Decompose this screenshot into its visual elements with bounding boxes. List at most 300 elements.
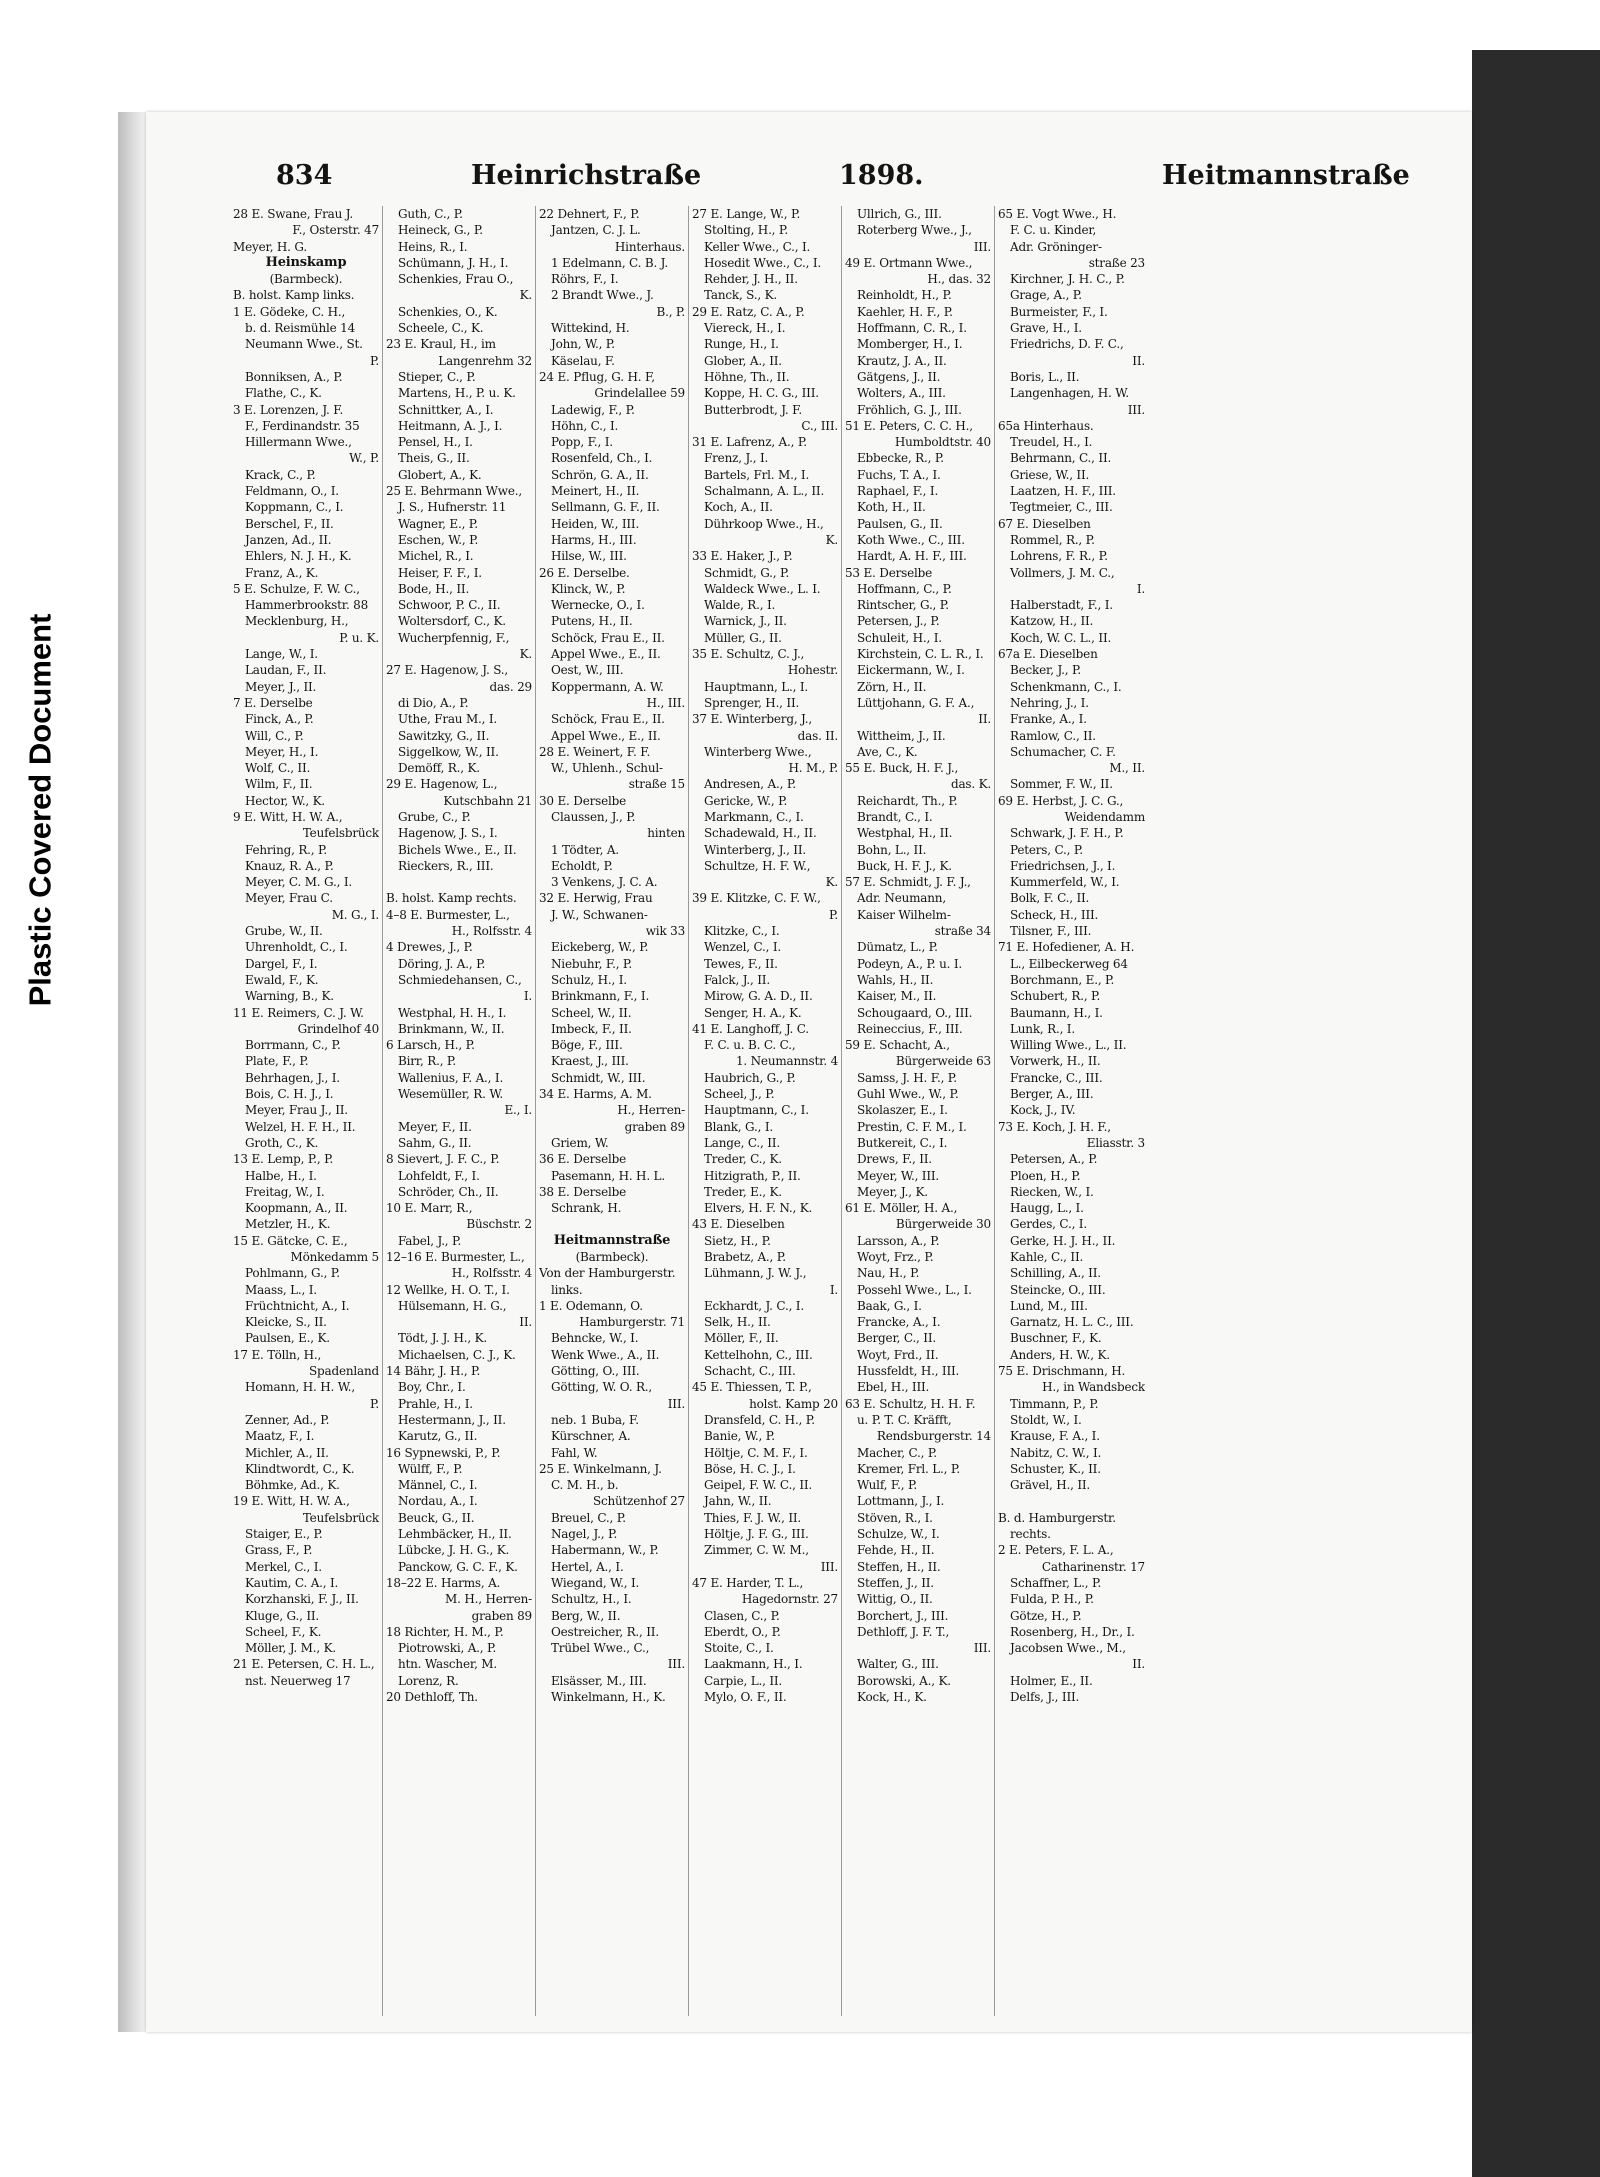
- directory-entry: Guhl Wwe., W., P.: [857, 1087, 959, 1102]
- directory-entry: Winkelmann, H., K.: [551, 1690, 666, 1705]
- directory-entry: Wallenius, F. A., I.: [398, 1070, 504, 1085]
- directory-entry: Bürgerweide 63: [895, 1054, 991, 1069]
- directory-entry: Kummerfeld, W., I.: [1010, 875, 1120, 890]
- directory-entry: 11 E. Reimers, C. J. W.: [233, 1005, 364, 1020]
- directory-entry: 6 Larsch, H., P.: [386, 1038, 475, 1053]
- directory-entry: Griese, W., II.: [1010, 467, 1090, 482]
- directory-entry: Beuck, G., II.: [398, 1510, 475, 1525]
- directory-entry: P.: [369, 353, 379, 368]
- directory-entry: Franke, A., I.: [1010, 712, 1087, 727]
- directory-entry: H., Rolfsstr. 4: [451, 1266, 532, 1281]
- directory-entry: Borchert, J., III.: [857, 1608, 949, 1623]
- directory-entry: Eickermann, W., I.: [857, 663, 965, 678]
- directory-entry: straße 15: [628, 777, 685, 792]
- directory-entry: Hertel, A., I.: [551, 1559, 624, 1574]
- directory-entry: Claussen, J., P.: [551, 809, 636, 824]
- directory-entry: das. 29: [489, 679, 532, 694]
- directory-entry: Kock, H., K.: [857, 1690, 927, 1705]
- directory-entry: Blank, G., I.: [704, 1119, 773, 1134]
- directory-entry: Schougaard, O., III.: [857, 1005, 973, 1020]
- directory-entry: Elsässer, M., III.: [551, 1673, 647, 1688]
- directory-entry: Hammerbrookstr. 88: [245, 598, 369, 613]
- directory-entry: straße 34: [934, 924, 991, 939]
- directory-entry: Anders, H. W., K.: [1010, 1347, 1110, 1362]
- directory-entry: Schulz, H., I.: [551, 972, 627, 987]
- directory-entry: J. S., Hufnerstr. 11: [398, 500, 507, 515]
- directory-entry: Grube, W., II.: [245, 924, 323, 939]
- directory-entry: Meyer, C. M. G., I.: [245, 875, 352, 890]
- directory-entry: Grage, A., P.: [1010, 288, 1082, 303]
- directory-entry: 38 E. Derselbe: [539, 1184, 627, 1199]
- directory-entry: Sietz, H., P.: [704, 1233, 771, 1248]
- directory-entry: 55 E. Buck, H. F. J.,: [845, 761, 959, 776]
- directory-entry: Popp, F., I.: [551, 435, 613, 450]
- directory-entry: I.: [829, 1282, 838, 1297]
- directory-entry: Burmeister, F., I.: [1010, 304, 1108, 319]
- directory-entry: Von der Hamburgerstr.: [539, 1266, 676, 1281]
- directory-entry: di Dio, A., P.: [398, 695, 469, 710]
- directory-entry: Hilse, W., III.: [551, 549, 627, 564]
- directory-entry: Adr. Neumann,: [857, 891, 946, 906]
- directory-entry: 51 E. Peters, C. C. H.,: [845, 418, 973, 433]
- directory-entry: Vollmers, J. M. C.,: [1010, 565, 1115, 580]
- directory-entry: Tödt, J. J. H., K.: [398, 1331, 488, 1346]
- directory-entry: Teufelsbrück: [302, 826, 379, 841]
- directory-entry: Siggelkow, W., II.: [398, 744, 499, 759]
- directory-entry: Imbeck, F., II.: [551, 1021, 632, 1036]
- directory-entry: Pasemann, H. H. L.: [551, 1168, 665, 1183]
- directory-entry: Baak, G., I.: [857, 1298, 922, 1313]
- directory-entry: Meyer, Frau C.: [245, 891, 333, 906]
- directory-entry: Neumann Wwe., St.: [245, 337, 363, 352]
- directory-entry: 22 Dehnert, F., P.: [539, 207, 640, 221]
- directory-entry: Humboldtstr. 40: [894, 435, 991, 450]
- directory-entry: Momberger, H., I.: [857, 337, 963, 352]
- directory-entry: Schwark, J. F. H., P.: [1010, 826, 1124, 841]
- directory-entry: Holmer, E., II.: [1010, 1673, 1093, 1688]
- directory-entry: 25 E. Winkelmann, J.: [539, 1461, 662, 1476]
- directory-entry: 4–8 E. Burmester, L.,: [386, 907, 510, 922]
- directory-entry: F., Ferdinandstr. 35: [245, 418, 360, 433]
- directory-entry: Ladewig, F., P.: [551, 402, 635, 417]
- directory-entry: Scheele, C., K.: [398, 321, 484, 336]
- directory-entry: Will, C., P.: [245, 728, 304, 743]
- directory-entry: Lund, M., III.: [1010, 1298, 1088, 1313]
- directory-entry: Martens, H., P. u. K.: [398, 386, 516, 401]
- directory-entry: graben 89: [471, 1608, 532, 1623]
- directory-entry: Paulsen, G., II.: [857, 516, 943, 531]
- directory-entry: Käselau, F.: [551, 353, 615, 368]
- directory-entry: Lohfeldt, F., I.: [398, 1168, 480, 1183]
- directory-entry: Schmidt, G., P.: [704, 565, 790, 580]
- directory-entry: Treder, E., K.: [704, 1184, 782, 1199]
- directory-entry: Scheel, W., II.: [551, 1005, 632, 1020]
- directory-entry: Peters, C., P.: [1010, 842, 1083, 857]
- directory-entry: Scheck, H., III.: [1010, 907, 1099, 922]
- directory-entry: Wernecke, O., I.: [551, 598, 645, 613]
- directory-entry: Rosenberg, H., Dr., I.: [1010, 1624, 1135, 1639]
- directory-entry: Macher, C., P.: [857, 1445, 937, 1460]
- directory-entry: Westphal, H. H., I.: [398, 1005, 507, 1020]
- directory-entry: Hoffmann, C. R., I.: [857, 321, 967, 336]
- directory-entry: Dransfeld, C. H., P.: [704, 1412, 815, 1427]
- directory-entry: Laakmann, H., I.: [704, 1657, 803, 1672]
- directory-entry: Reichardt, Th., P.: [857, 793, 958, 808]
- directory-entry: Bolk, F. C., II.: [1010, 891, 1090, 906]
- directory-entry: Schalmann, A. L., II.: [704, 484, 825, 499]
- directory-entry: 71 E. Hofediener, A. H.: [998, 940, 1135, 955]
- directory-entry: Schrön, G. A., II.: [551, 467, 649, 482]
- directory-entry: Borowski, A., K.: [857, 1673, 951, 1688]
- directory-entry: Schwoor, P. C., II.: [398, 598, 501, 613]
- directory-entry: M. H., Herren-: [445, 1592, 532, 1607]
- directory-entry: Meyer, H., I.: [245, 744, 319, 759]
- directory-entry: Behrhagen, J., I.: [245, 1070, 340, 1085]
- directory-entry: Possehl Wwe., L., I.: [857, 1282, 972, 1297]
- directory-entry: Fahl, W.: [551, 1445, 598, 1460]
- directory-entry: Kluge, G., II.: [245, 1608, 320, 1623]
- directory-entry: Buschner, F., K.: [1010, 1331, 1102, 1346]
- directory-entry: Kahle, C., II.: [1010, 1250, 1084, 1264]
- directory-entry: 75 E. Drischmann, H.: [998, 1364, 1126, 1379]
- directory-entry: 49 E. Ortmann Wwe.,: [845, 255, 973, 270]
- directory-entry: III.: [973, 1641, 991, 1656]
- directory-entry: Höltje, J. F. G., III.: [704, 1527, 809, 1542]
- directory-entry: II.: [1132, 1657, 1145, 1672]
- directory-entry: Delfs, J., III.: [1010, 1690, 1080, 1705]
- directory-entry: Treudel, H., I.: [1010, 435, 1093, 450]
- directory-entry: 18 Richter, H. M., P.: [386, 1624, 504, 1639]
- directory-entry: 12 Wellke, H. O. T., I.: [386, 1282, 510, 1297]
- directory-entry: nst. Neuerweg 17: [245, 1673, 351, 1688]
- directory-entry: Wittheim, J., II.: [857, 728, 946, 743]
- directory-entry: Hussfeldt, H., III.: [857, 1364, 960, 1379]
- directory-entry: 35 E. Schultz, C. J.,: [692, 647, 805, 662]
- directory-entry: Spadenland: [309, 1364, 379, 1379]
- directory-entry: 1. Neumannstr. 4: [735, 1054, 838, 1069]
- directory-entry: 17 E. Tölln, H.,: [233, 1347, 322, 1362]
- directory-entry: Viereck, H., I.: [704, 321, 786, 336]
- directory-entry: 24 E. Pflug, G. H. F,: [539, 369, 655, 384]
- directory-entry: 15 E. Gätcke, C. E.,: [233, 1233, 348, 1248]
- directory-entry: Hagenow, J. S., I.: [398, 826, 498, 841]
- directory-entry: Höhne, Th., II.: [704, 369, 790, 384]
- directory-entry: Prestin, C. F. M., I.: [857, 1119, 967, 1134]
- directory-entry: 4 Drewes, J., P.: [386, 940, 473, 955]
- directory-entry: Böse, H. C. J., I.: [704, 1461, 796, 1476]
- directory-entry: Götze, H., P.: [1010, 1608, 1082, 1623]
- directory-entry: P. u. K.: [339, 630, 379, 645]
- directory-entry: Rosenfeld, Ch., I.: [551, 451, 653, 466]
- directory-entry: Podeyn, A., P. u. I.: [857, 956, 963, 971]
- directory-entry: 30 E. Derselbe: [539, 793, 627, 808]
- directory-entry: Dargel, F., I.: [245, 956, 318, 971]
- directory-entry: Bode, H., II.: [398, 581, 470, 596]
- directory-entry: Gericke, W., P.: [704, 793, 788, 808]
- directory-entry: Koch, A., II.: [704, 500, 773, 515]
- directory-entry: III.: [667, 1396, 685, 1411]
- directory-entry: Ehlers, N. J. H., K.: [245, 549, 352, 564]
- directory-entry: Freitag, W., I.: [245, 1184, 325, 1199]
- directory-entry: 9 E. Witt, H. W. A.,: [233, 809, 343, 824]
- directory-entry: Wolters, A., III.: [857, 386, 946, 401]
- directory-entry: Tewes, F., II.: [704, 956, 778, 971]
- directory-entry: Jacobsen Wwe., M.,: [1010, 1641, 1126, 1656]
- directory-entry: B. holst. Kamp links.: [233, 288, 355, 303]
- directory-entry: Buck, H. F. J., K.: [857, 858, 952, 873]
- directory-entry: 28 E. Weinert, F. F.: [539, 744, 651, 759]
- directory-entry: Böge, F., III.: [551, 1038, 623, 1053]
- directory-entry: III.: [820, 1559, 838, 1574]
- directory-entry: b. d. Reismühle 14: [245, 321, 356, 336]
- directory-entry: Hector, W., K.: [245, 793, 326, 808]
- directory-entry: 65 E. Vogt Wwe., H.: [998, 207, 1117, 221]
- directory-entry: Eickeberg, W., P.: [551, 940, 649, 955]
- directory-entry: Franz, A., K.: [245, 565, 319, 580]
- directory-entry: Koch, W. C. L., II.: [1010, 630, 1112, 645]
- directory-entry: Schenkmann, C., I.: [1010, 679, 1122, 694]
- directory-entry: Sommer, F. W., II.: [1010, 777, 1113, 792]
- street-heading: Heitmannstraße: [553, 1232, 671, 1248]
- directory-entry: H., Rolfsstr. 4: [451, 924, 532, 939]
- directory-entry: Klitzke, C., I.: [704, 924, 780, 939]
- directory-entry: Klinck, W., P.: [551, 581, 626, 596]
- directory-entry: 23 E. Kraul, H., im: [386, 337, 496, 352]
- directory-entry: Habermann, W., P.: [551, 1543, 659, 1558]
- directory-entry: 29 E. Hagenow, L.,: [386, 777, 498, 792]
- directory-entry: Fuchs, T. A., I.: [857, 467, 941, 482]
- directory-entry: Hillermann Wwe.,: [245, 435, 352, 450]
- directory-entry: Pensel, H., I.: [398, 435, 473, 450]
- directory-entry: III.: [973, 239, 991, 254]
- directory-entry: Wilm, F., II.: [245, 777, 313, 792]
- directory-entry: Kaiser, M., II.: [857, 989, 937, 1004]
- directory-entry: Eliasstr. 3: [1086, 1135, 1145, 1150]
- side-label: [8, 530, 72, 1090]
- directory-entry: Schrank, H.: [551, 1201, 622, 1216]
- directory-entry: II.: [519, 1315, 532, 1330]
- directory-entry: Nehring, J., I.: [1010, 695, 1089, 710]
- directory-entry: Heiser, F. F., I.: [398, 565, 482, 580]
- directory-entry: Steincke, O., III.: [1010, 1282, 1106, 1297]
- directory-entry: W., Uhlenh., Schul-: [551, 761, 663, 776]
- directory-entry: 61 E. Möller, H. A.,: [845, 1201, 958, 1216]
- directory-entry: Staiger, E., P.: [245, 1527, 323, 1542]
- directory-entry: M., II.: [1109, 761, 1145, 776]
- directory-entry: Homann, H. H. W.,: [245, 1380, 355, 1395]
- directory-entry: Tegtmeier, C., III.: [1010, 500, 1113, 515]
- directory-entry: neb. 1 Buba, F.: [551, 1412, 639, 1427]
- directory-entry: Langenhagen, H. W.: [1010, 386, 1129, 401]
- directory-entry: I.: [523, 989, 532, 1004]
- directory-entry: Tilsner, F., III.: [1010, 924, 1092, 939]
- directory-entry: Fulda, P. H., P.: [1010, 1592, 1094, 1607]
- directory-entry: Catharinenstr. 17: [1041, 1559, 1145, 1574]
- directory-entry: Hohestr.: [787, 663, 838, 678]
- directory-entry: 2 E. Peters, F. L. A.,: [998, 1543, 1114, 1558]
- directory-entry: Jahn, W., II.: [704, 1494, 772, 1509]
- directory-entry: Thies, F. J. W., II.: [704, 1510, 802, 1525]
- directory-entry: Kremer, Frl. L., P.: [857, 1461, 960, 1476]
- directory-entry: (Barmbeck).: [575, 1250, 649, 1264]
- binding-shadow: [118, 112, 146, 2032]
- directory-entry: Wucherpfennig, F.,: [398, 630, 510, 645]
- directory-entry: Sellmann, G. F., II.: [551, 500, 660, 515]
- directory-entry: Bartels, Frl. M., I.: [704, 467, 810, 482]
- directory-entry: Vorwerk, H., II.: [1010, 1054, 1101, 1069]
- directory-entry: Hauptmann, L., I.: [704, 679, 809, 694]
- directory-entry: Keller Wwe., C., I.: [704, 239, 811, 254]
- directory-entry: Wiegand, W., I.: [551, 1575, 640, 1590]
- directory-entry: Globert, A., K.: [398, 467, 482, 482]
- directory-entry: Lüttjohann, G. F. A.,: [857, 695, 975, 710]
- directory-entry: Krack, C., P.: [245, 467, 316, 482]
- directory-entry: Paulsen, E., K.: [245, 1331, 330, 1346]
- directory-entry: Korzhanski, F. J., II.: [245, 1592, 359, 1607]
- directory-entry: Banie, W., P.: [704, 1429, 775, 1444]
- directory-entry: Schaffner, L., P.: [1010, 1575, 1102, 1590]
- directory-entry: W., P.: [349, 451, 379, 466]
- directory-entry: Uthe, Frau M., I.: [398, 712, 498, 727]
- directory-entry: Brandt, C., I.: [857, 809, 933, 824]
- directory-entry: 28 E. Swane, Frau J.: [233, 207, 354, 221]
- directory-entry: Rehder, J. H., II.: [704, 272, 798, 287]
- directory-entry: das. II.: [797, 728, 838, 743]
- directory-entry: Reinholdt, H., P.: [857, 288, 952, 303]
- directory-entry: Koppmann, C., I.: [245, 500, 344, 515]
- directory-entry: Plate, F., P.: [245, 1054, 309, 1069]
- directory-entry: Zörn, H., II.: [857, 679, 927, 694]
- column-5: [842, 206, 995, 2016]
- directory-entry: Elvers, H. F. N., K.: [704, 1201, 813, 1216]
- directory-entry: Wittig, O., II.: [857, 1592, 933, 1607]
- directory-entry: Schenkies, O., K.: [398, 304, 498, 319]
- directory-entry: holst. Kamp 20: [749, 1396, 838, 1411]
- directory-entry: Janzen, Ad., II.: [245, 532, 332, 547]
- directory-entry: Schuleit, H., I.: [857, 630, 942, 645]
- directory-entry: Birr, R., P.: [398, 1054, 456, 1069]
- directory-entry: Runge, H., I.: [704, 337, 779, 352]
- directory-entry: Fröhlich, G. J., III.: [857, 402, 962, 417]
- directory-entry: Schulze, W., I.: [857, 1527, 940, 1542]
- directory-entry: K.: [519, 288, 532, 303]
- directory-entry: Krause, F. A., I.: [1010, 1429, 1100, 1444]
- directory-entry: Bois, C. H. J., I.: [245, 1087, 334, 1102]
- directory-entry: Berger, A., III.: [1010, 1087, 1094, 1102]
- directory-entry: Friedrichs, D. F. C.,: [1010, 337, 1124, 352]
- directory-entry: Roterberg Wwe., J.,: [857, 223, 972, 238]
- directory-entry: Petersen, J., P.: [857, 614, 940, 629]
- directory-entry: Grävel, H., II.: [1010, 1478, 1091, 1493]
- directory-entry: Baumann, H., I.: [1010, 1005, 1103, 1020]
- directory-entry: Mirow, G. A. D., II.: [704, 989, 813, 1004]
- directory-entry: Clasen, C., P.: [704, 1608, 780, 1623]
- directory-entry: Rendsburgerstr. 14: [876, 1429, 991, 1444]
- directory-entry: straße 23: [1088, 255, 1145, 270]
- directory-entry: Bichels Wwe., E., II.: [398, 842, 517, 857]
- directory-entry: hinten: [647, 826, 685, 841]
- directory-entry: Röhrs, F., I.: [551, 272, 619, 287]
- directory-entry: H., in Wandsbeck: [1042, 1380, 1145, 1395]
- page-header: [146, 160, 1472, 200]
- directory-entry: Michler, A., II.: [245, 1445, 329, 1460]
- directory-entry: Behrmann, C., II.: [1010, 451, 1112, 466]
- directory-entry: Meyer, Frau J., II.: [245, 1103, 348, 1118]
- directory-entry: F. C. u. B. C. C.,: [704, 1038, 796, 1053]
- directory-entry: Lübcke, J. H. G., K.: [398, 1543, 510, 1558]
- directory-entry: Schöck, Frau E., II.: [551, 712, 665, 727]
- directory-entry: Meyer, H. G.: [233, 239, 307, 254]
- directory-entry: Stieper, C., P.: [398, 369, 476, 384]
- directory-entry: Eberdt, O., P.: [704, 1624, 781, 1639]
- directory-entry: rechts.: [1010, 1527, 1051, 1542]
- directory-entry: Fehde, H., II.: [857, 1543, 935, 1558]
- directory-entry: 16 Sypnewski, P., P.: [386, 1445, 501, 1460]
- directory-entry: H. M., P.: [788, 761, 838, 776]
- directory-entry: u. P. T. C. Kräfft,: [857, 1412, 952, 1427]
- directory-entry: Appel Wwe., E., II.: [551, 728, 661, 743]
- directory-entry: Höhn, C., I.: [551, 418, 619, 433]
- directory-entry: 45 E. Thiessen, T. P.,: [692, 1380, 812, 1395]
- directory-entry: 67a E. Dieselben: [998, 647, 1098, 662]
- directory-entry: Götting, O., III.: [551, 1364, 640, 1379]
- directory-entry: Meyer, J., II.: [245, 679, 317, 694]
- directory-entry: Katzow, H., II.: [1010, 614, 1094, 629]
- directory-entry: Garnatz, H. L. C., III.: [1010, 1315, 1134, 1330]
- directory-entry: Oest, W., III.: [551, 663, 624, 678]
- directory-entry: 8 Sievert, J. F. C., P.: [386, 1152, 500, 1167]
- directory-entry: Skolaszer, E., I.: [857, 1103, 948, 1118]
- directory-entry: Kettelhohn, C., III.: [704, 1347, 813, 1362]
- directory-entry: Harms, H., III.: [551, 532, 637, 547]
- directory-entry: Schacht, C., III.: [704, 1364, 796, 1379]
- directory-entry: Schöck, Frau E., II.: [551, 630, 665, 645]
- directory-entry: III.: [1127, 402, 1145, 417]
- directory-entry: Kleicke, S., II.: [245, 1315, 327, 1330]
- directory-entry: Maass, L., I.: [245, 1282, 317, 1297]
- directory-entry: II.: [1132, 353, 1145, 368]
- directory-entry: Ploen, H., P.: [1010, 1168, 1081, 1183]
- directory-entry: K.: [519, 647, 532, 662]
- directory-entry: Wulf, F., P.: [857, 1478, 918, 1493]
- directory-entry: Koopmann, A., II.: [245, 1201, 348, 1216]
- directory-entry: Senger, H. A., K.: [704, 1005, 802, 1020]
- directory-entry: Glober, A., II.: [704, 353, 782, 368]
- directory-entry: Behncke, W., I.: [551, 1331, 639, 1346]
- directory-entry: 1 Edelmann, C. B. J.: [551, 255, 668, 270]
- directory-entry: [386, 874, 532, 890]
- directory-entry: Tanck, S., K.: [704, 288, 777, 303]
- directory-entry: Meinert, H., II.: [551, 484, 640, 499]
- directory-entry: Gerke, H. J. H., II.: [1010, 1233, 1116, 1248]
- directory-entry: Teufelsbrück: [302, 1510, 379, 1525]
- directory-entry: Büschstr. 2: [466, 1217, 532, 1232]
- directory-entry: Winterberg, J., II.: [704, 842, 806, 857]
- directory-entry: Männel, C., I.: [398, 1478, 478, 1493]
- directory-entry: Woyt, Frz., P.: [857, 1250, 934, 1264]
- directory-entry: Griem, W.: [551, 1135, 609, 1150]
- column-3: [536, 206, 689, 2016]
- directory-entry: [539, 1216, 685, 1232]
- directory-entry: Müller, G., II.: [704, 630, 782, 645]
- directory-entry: 18–22 E. Harms, A.: [386, 1575, 501, 1590]
- directory-entry: 1 E. Odemann, O.: [539, 1298, 643, 1313]
- directory-entry: Panckow, G. C. F., K.: [398, 1559, 518, 1574]
- directory-entry: Schenkies, Frau O.,: [398, 272, 514, 287]
- directory-entry: Walde, R., I.: [704, 598, 776, 613]
- directory-entry: Döring, J. A., P.: [398, 956, 486, 971]
- directory-entry: Lühmann, J. W. J.,: [704, 1266, 807, 1281]
